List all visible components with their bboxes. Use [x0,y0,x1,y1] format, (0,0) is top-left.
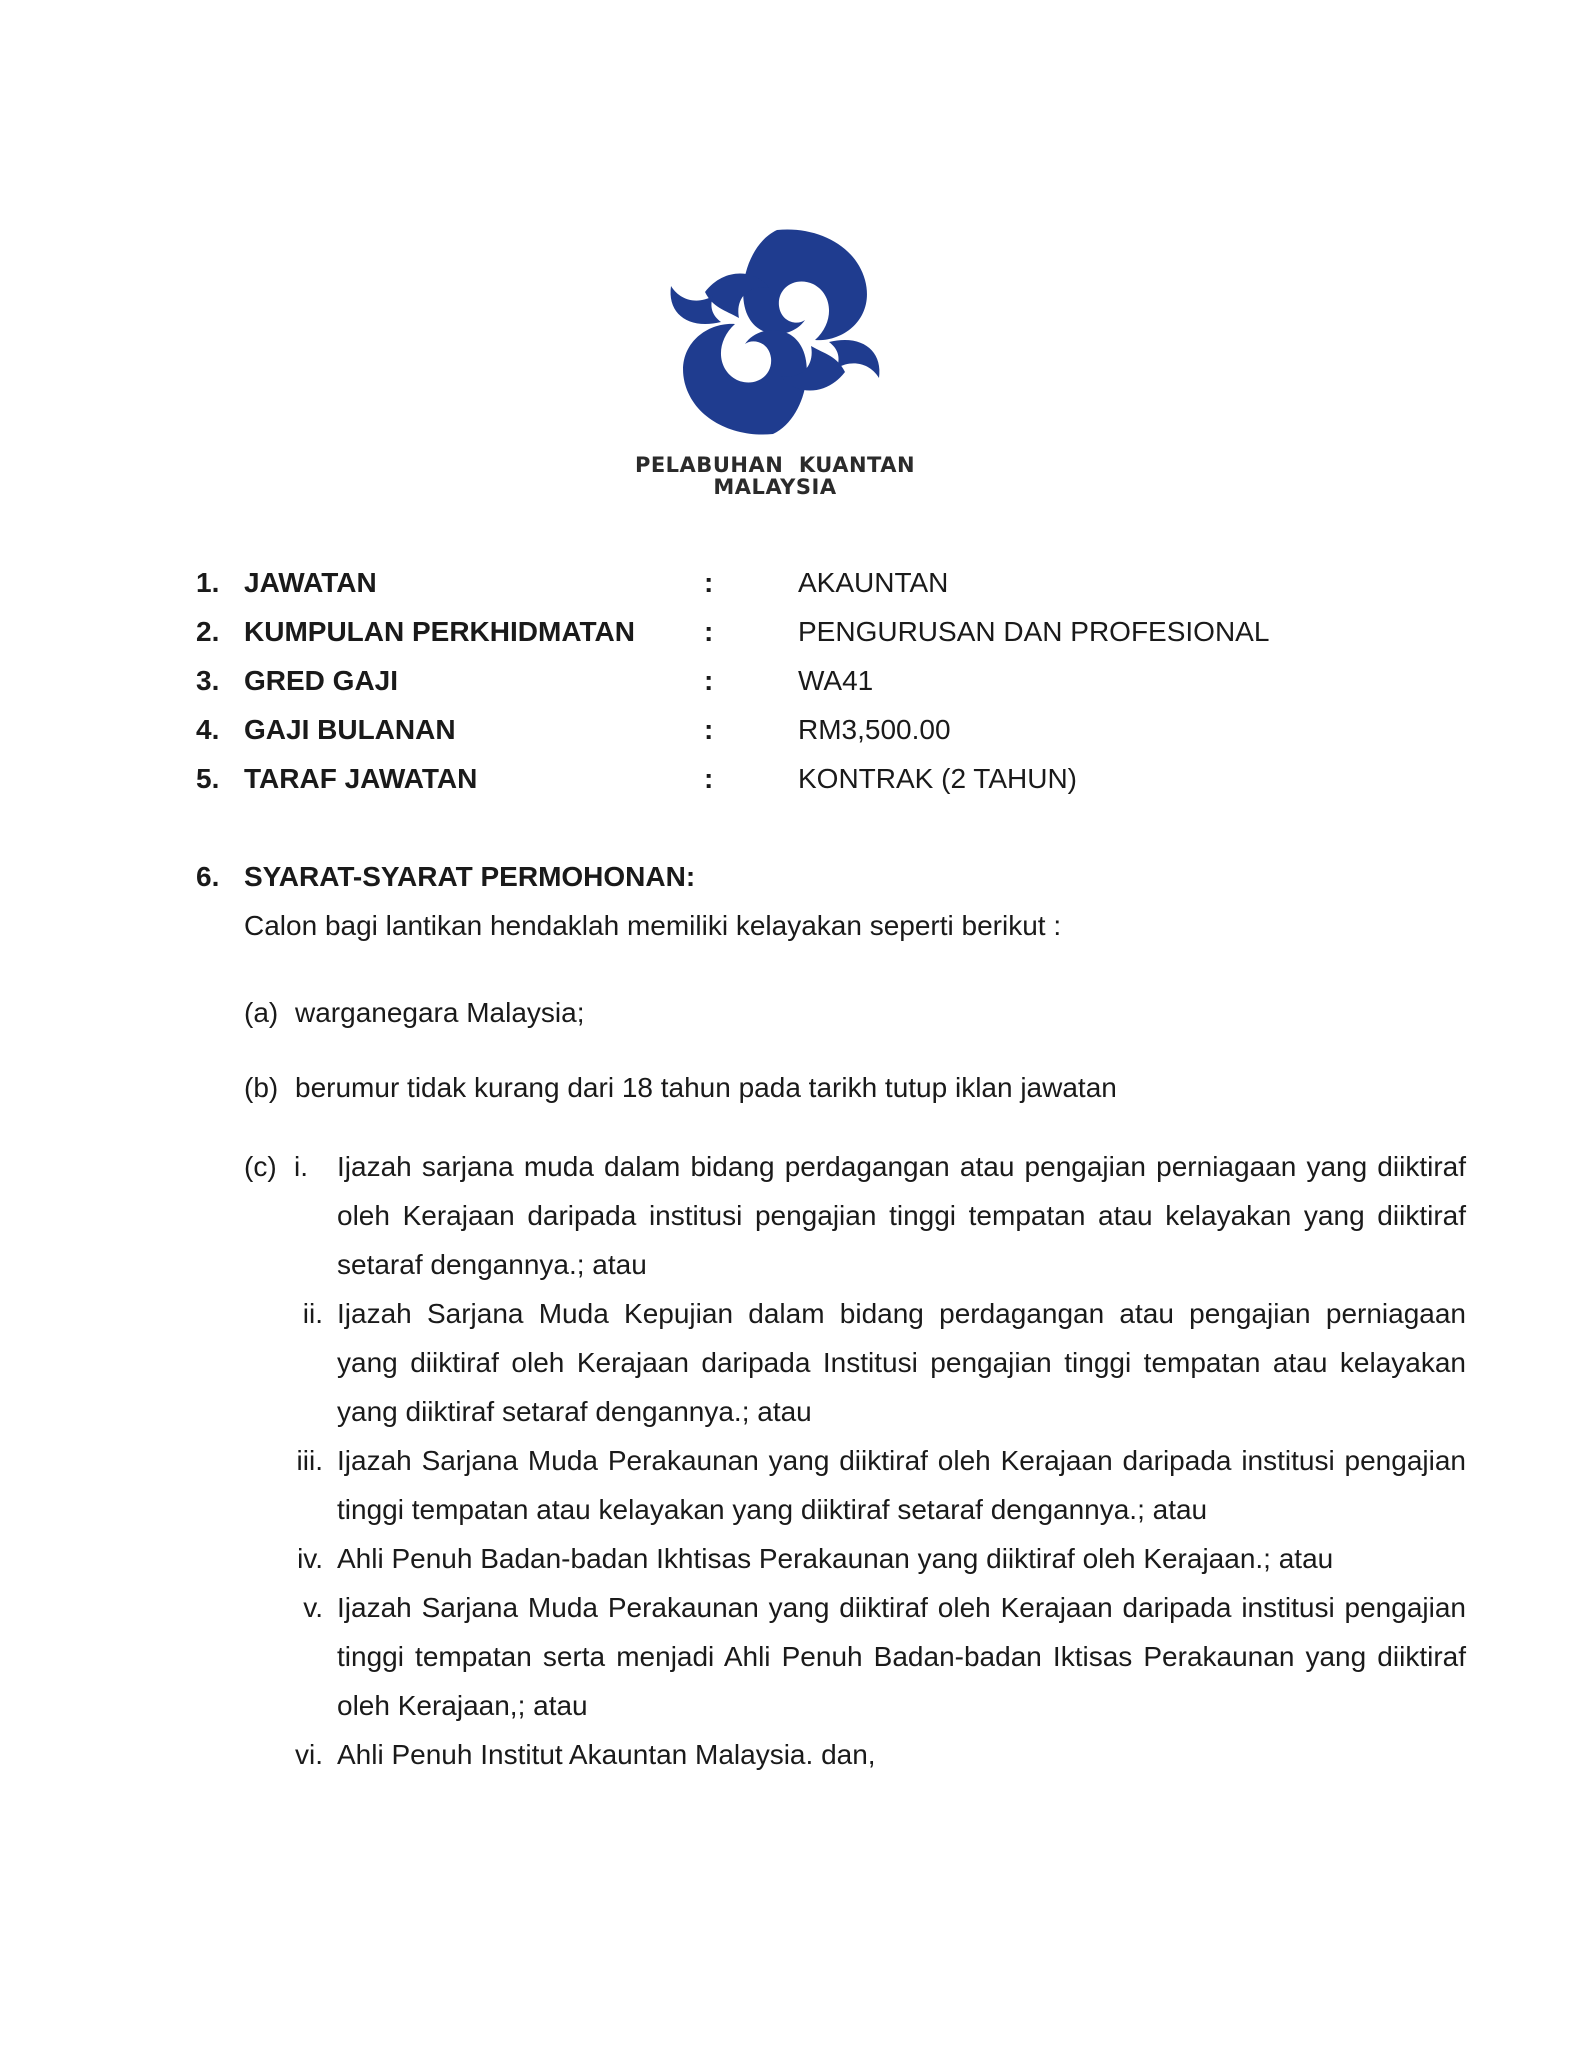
info-number: 5. [196,763,220,794]
requirement-text: Ijazah Sarjana Muda Perakaunan yang diiktiraf oleh Kerajaan daripada institusi pengajian tinggi tempatan atau kelayakan yang diiktiraf setaraf dengannya.; atau [337,1445,1466,1525]
info-label: KUMPULAN PERKHIDMATAN [244,616,635,647]
info-number: 2. [196,616,220,647]
requirement-tag: (b) [244,1072,279,1103]
requirement-c-item [196,1534,1466,1583]
requirement-a [244,997,585,1029]
info-value: AKAUNTAN [798,567,949,598]
info-number: 4. [196,714,220,745]
logo-text-line-1: PELABUHAN KUANTAN [634,453,916,477]
info-colon: : [704,763,714,794]
section-title: SYARAT-SYARAT PERMOHONAN: [244,861,696,892]
requirement-text: Ijazah sarjana muda dalam bidang perdagangan atau pengajian perniagaan yang diiktiraf oleh Kerajaan daripada institusi pengajian tinggi tempatan atau kelayakan yang diiktiraf setaraf dengannya.; atau [337,1151,1466,1280]
requirement-tag: (c) [244,1151,277,1182]
info-label: GAJI BULANAN [244,714,456,745]
roman-numeral: iv. [297,1543,323,1574]
info-number: 3. [196,665,220,696]
info-value: WA41 [798,665,874,696]
requirement-text: warganegara Malaysia; [295,997,585,1028]
info-colon: : [704,714,714,745]
info-value: KONTRAK (2 TAHUN) [798,763,1077,794]
requirement-c-item [196,1289,1466,1436]
info-colon: : [704,567,714,598]
requirement-b [244,1072,1117,1104]
section-number: 6. [196,861,220,892]
requirements-intro: Calon bagi lantikan hendaklah memiliki kelayakan seperti berikut : [244,910,1062,941]
requirement-c-list [196,1142,1466,1779]
roman-numeral: v. [303,1592,323,1623]
organization-logo [625,222,925,498]
requirements-section [196,852,1466,1770]
port-swirl-logo-icon [665,222,885,442]
requirement-text: Ahli Penuh Badan-badan Ikhtisas Perakaunan yang diiktiraf oleh Kerajaan.; atau [337,1543,1334,1574]
requirement-c-item [196,1436,1466,1534]
requirement-text: Ahli Penuh Institut Akauntan Malaysia. dan, [337,1739,876,1770]
roman-numeral: ii. [302,1298,323,1329]
requirement-text: berumur tidak kurang dari 18 tahun pada tarikh tutup iklan jawatan [295,1072,1117,1103]
requirements-heading [196,852,1466,901]
info-value: PENGURUSAN DAN PROFESIONAL [798,616,1270,647]
info-colon: : [704,665,714,696]
info-value: RM3,500.00 [798,714,951,745]
info-label: GRED GAJI [244,665,399,696]
roman-numeral: i. [294,1151,308,1182]
requirement-text: Ijazah Sarjana Muda Kepujian dalam bidang perdagangan atau pengajian perniagaan yang diiktiraf oleh Kerajaan daripada Institusi pengajian tinggi tempatan atau kelayakan yang diiktiraf setaraf dengannya.; atau [337,1298,1466,1427]
requirement-tag: (a) [244,997,279,1028]
requirement-c-item [196,1583,1466,1730]
requirement-c-item [196,1730,1466,1779]
logo-text [625,454,925,498]
requirement-text: Ijazah Sarjana Muda Perakaunan yang diiktiraf oleh Kerajaan daripada institusi pengajian tinggi tempatan serta menjadi Ahli Penuh Badan-badan Iktisas Perakaunan yang diiktiraf oleh Kerajaan,; atau [337,1592,1466,1721]
info-number: 1. [196,567,220,598]
info-label: JAWATAN [244,567,377,598]
roman-numeral: vi. [295,1739,323,1770]
info-label: TARAF JAWATAN [244,763,478,794]
requirement-c-item [196,1142,1466,1289]
roman-numeral: iii. [296,1445,323,1476]
logo-text-line-2: MALAYSIA [713,475,837,499]
info-colon: : [704,616,714,647]
